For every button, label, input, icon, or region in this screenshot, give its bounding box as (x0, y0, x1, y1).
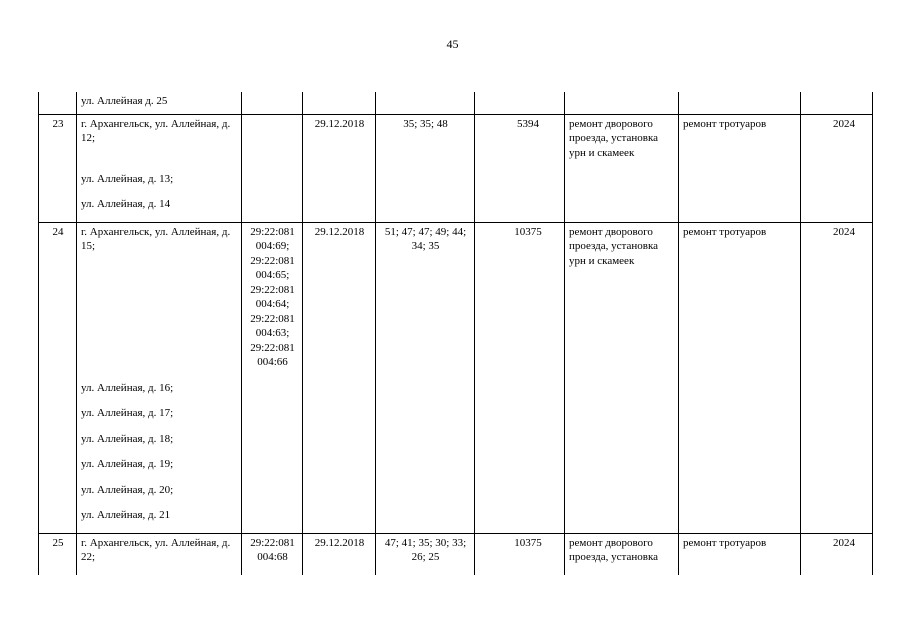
year-cell: 2024 (801, 114, 873, 222)
date-cell: 29.12.2018 (303, 114, 376, 222)
address-cell (77, 114, 242, 222)
sidewalk-work-cell: ремонт тротуаров (679, 222, 801, 533)
cadastral-line: 29:22:081 (250, 254, 295, 267)
cadastral-line: 004:64; (255, 298, 290, 310)
table-row (39, 222, 873, 533)
address-line: ул. Аллейная, д. 16; (81, 381, 174, 394)
cadastral-line: 004:66 (257, 356, 288, 368)
table-row (39, 92, 873, 114)
address-line: ул. Аллейная, д. 13; (81, 172, 174, 185)
address-line: г. Архангельск, ул. Аллейная, д. 12; (81, 117, 231, 144)
date-cell (303, 92, 376, 114)
house-numbers-cell: 51; 47; 47; 49; 44; 34; 35 (376, 222, 475, 533)
cadastral-line: 004:69; (255, 240, 290, 252)
date-cell: 29.12.2018 (303, 222, 376, 533)
page-number: 45 (446, 37, 459, 51)
yard-work-cell: ремонт дворового проезда, установка (565, 533, 679, 575)
address-line: ул. Аллейная, д. 17; (81, 407, 174, 419)
area-cell: 5394 (475, 114, 565, 222)
cadastral-cell (242, 533, 303, 575)
cadastral-line: 004:68 (257, 551, 288, 563)
cadastral-line: 29:22:081 (250, 341, 295, 354)
sidewalk-work-cell: ремонт тротуаров (679, 114, 801, 222)
row-number: 24 (39, 222, 77, 533)
sidewalk-work-cell: ремонт тротуаров (679, 533, 801, 575)
address-line: ул. Аллейная, д. 21 (81, 509, 171, 521)
address-line: г. Архангельск, ул. Аллейная, д. 15; (81, 225, 231, 252)
area-cell: 10375 (475, 222, 565, 533)
table-row (39, 114, 873, 222)
house-numbers-cell: 35; 35; 48 (376, 114, 475, 222)
address-line: ул. Аллейная, д. 19; (81, 458, 174, 470)
address-cell (77, 222, 242, 533)
area-cell (475, 92, 565, 114)
cadastral-cell (242, 92, 303, 114)
cadastral-line: 29:22:081 (250, 225, 295, 238)
cadastral-line: 29:22:081 (250, 536, 295, 549)
row-number (39, 92, 77, 114)
cadastral-line: 29:22:081 (250, 283, 295, 296)
address-line: г. Архангельск, ул. Аллейная, д. 22; (81, 536, 231, 563)
cadastral-cell (242, 222, 303, 533)
address-line: ул. Аллейная д. 25 (81, 95, 168, 107)
address-line: ул. Аллейная, д. 18; (81, 432, 174, 445)
sidewalk-work-cell (679, 92, 801, 114)
improvement-table (38, 92, 873, 575)
address-cell (77, 92, 242, 114)
cadastral-line: 004:63; (255, 327, 290, 339)
year-cell: 2024 (801, 533, 873, 575)
address-line: ул. Аллейная, д. 14 (81, 198, 171, 210)
year-cell (801, 92, 873, 114)
row-number: 25 (39, 533, 77, 575)
cadastral-line: 004:65; (255, 269, 290, 281)
yard-work-cell: ремонт дворового проезда, установка урн и скамеек (565, 114, 679, 222)
house-numbers-cell: 47; 41; 35; 30; 33; 26; 25 (376, 533, 475, 575)
cadastral-cell (242, 114, 303, 222)
house-numbers-cell (376, 92, 475, 114)
yard-work-cell: ремонт дворового проезда, установка урн и скамеек (565, 222, 679, 533)
address-cell (77, 533, 242, 575)
row-number: 23 (39, 114, 77, 222)
table-row (39, 533, 873, 575)
cadastral-line: 29:22:081 (250, 312, 295, 325)
date-cell: 29.12.2018 (303, 533, 376, 575)
area-cell: 10375 (475, 533, 565, 575)
year-cell: 2024 (801, 222, 873, 533)
yard-work-cell (565, 92, 679, 114)
address-line: ул. Аллейная, д. 20; (81, 483, 174, 496)
